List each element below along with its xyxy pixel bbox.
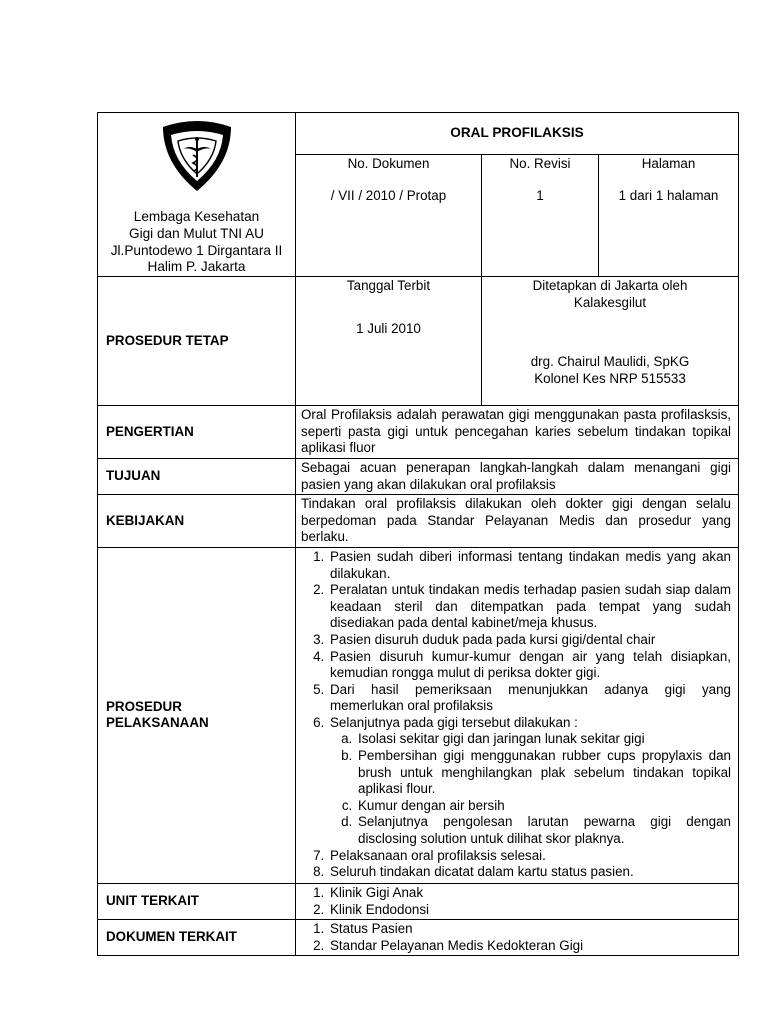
pengertian-label: PENGERTIAN [98,406,296,459]
list-item: 5. Dari hasil pemeriksaan menunjukkan adanya gigi yang memerlukan oral profilaksis [328,682,731,715]
list-item: d. Selanjutnya pengolesan larutan pewarna gigi dengan disclosing solution untuk dilihat skor plaknya. [356,814,731,847]
list-item: 2. Standar Pelayanan Medis Kedokteran Gigi [328,938,731,955]
signer-rank: Kolonel Kes NRP 515533 [534,370,686,386]
list-item: 4. Pasien disuruh kumur-kumur dengan air yang telah disiapkan, kemudian rongga mulut di periksa dokter gigi. [328,649,731,682]
tujuan-text: Sebagai acuan penerapan langkah-langkah dalam menangani gigi pasien yang akan dilakukan oral profilaksis [296,458,739,494]
unit-terkait-label: UNIT TERKAIT [98,883,296,919]
no-revisi-value: 1 [536,188,544,204]
no-revisi-label: No. Revisi [509,155,571,171]
shield-logo-icon [159,119,235,195]
unit-terkait-list [296,885,738,918]
tanggal-terbit-value: 1 Juli 2010 [356,320,421,336]
list-item: 3. Pasien disuruh duduk pada pada kursi gigi/dental chair [328,632,731,649]
document-title: ORAL PROFILAKSIS [296,113,739,155]
ditetapkan-line2: Kalakesgilut [573,294,647,310]
list-item: 2. Klinik Endodonsi [328,902,731,919]
institution-name: Lembaga Kesehatan Gigi dan Mulut TNI AU Jl.Puntodewo 1 Dirgantara II Halim P. Jakarta [110,209,283,275]
signer-name: drg. Chairul Maulidi, SpKG [530,354,690,370]
no-dokumen-cell [296,154,482,276]
list-item: 8. Seluruh tindakan dicatat dalam kartu status pasien. [328,864,731,881]
unit-terkait-cell [296,883,739,919]
tujuan-label: TUJUAN [98,458,296,494]
list-item: c. Kumur dengan air bersih [356,798,731,815]
institution-cell [98,113,296,277]
list-item: 7. Pelaksanaan oral profilaksis selesai. [328,848,731,865]
halaman-label: Halaman [641,155,696,171]
no-revisi-cell [482,154,599,276]
prosedur-steps-cell [296,547,739,883]
prosedur-pelaksanaan-label: PROSEDUR PELAKSANAAN [98,547,296,883]
no-dokumen-label: No. Dokumen [347,155,430,171]
ditetapkan-cell [482,277,739,406]
list-item: 1. Klinik Gigi Anak [328,885,731,902]
prosedur-substeps-list [330,731,731,847]
halaman-cell [599,154,739,276]
kebijakan-text: Tindakan oral profilaksis dilakukan oleh dokter gigi dengan selalu berpedoman pada Standar Pelayanan Medis dan prosedur yang berlaku. [296,495,739,548]
sop-table [97,112,739,956]
list-item: 1. Status Pasien [328,921,731,938]
list-item: 1. Pasien sudah diberi informasi tentang tindakan medis yang akan dilakukan. [328,549,731,582]
dokumen-terkait-list [296,921,738,954]
list-item: b. Pembersihan gigi menggunakan rubber cups propylaxis dan brush untuk menghilangkan plak sebelum tindakan topikal aplikasi flour. [356,748,731,798]
pengertian-text: Oral Profilaksis adalah perawatan gigi menggunakan pasta profilasksis, seperti pasta gigi untuk pencegahan karies sebelum tindakan topikal aplikasi fluor [296,406,739,459]
prosedur-tetap-label: PROSEDUR TETAP [98,277,296,406]
no-dokumen-value: / VII / 2010 / Protap [330,188,447,204]
dokumen-terkait-label: DOKUMEN TERKAIT [98,919,296,955]
tanggal-terbit-cell [296,277,482,406]
prosedur-steps-list [296,549,738,881]
kebijakan-label: KEBIJAKAN [98,495,296,548]
ditetapkan-line1: Ditetapkan di Jakarta oleh [532,278,688,294]
list-item: 2. Peralatan untuk tindakan medis terhadap pasien sudah siap dalam keadaan steril dan ditempatkan pada tempat yang sudah disediakan pada dental kabinet/meja khusus. [328,582,731,632]
list-item: a. Isolasi sekitar gigi dan jaringan lunak sekitar gigi [356,731,731,748]
dokumen-terkait-cell [296,919,739,955]
tanggal-terbit-label: Tanggal Terbit [346,278,431,294]
list-item-with-substeps: 6. Selanjutnya pada gigi tersebut dilakukan : a. Isolasi sekitar gigi dan jaringan lunak sekitar gigi b. Pembersihan gigi menggunakan rubber cups propylaxis dan brush untuk menghilangkan plak sebelum tindakan topikal aplikasi flour. c. Kumur dengan air bersih d. Selanjutnya pengolesan larutan pewarna gigi dengan disclosing solution untuk dilihat skor plaknya. [328,715,731,848]
halaman-value: 1 dari 1 halaman [618,188,719,204]
